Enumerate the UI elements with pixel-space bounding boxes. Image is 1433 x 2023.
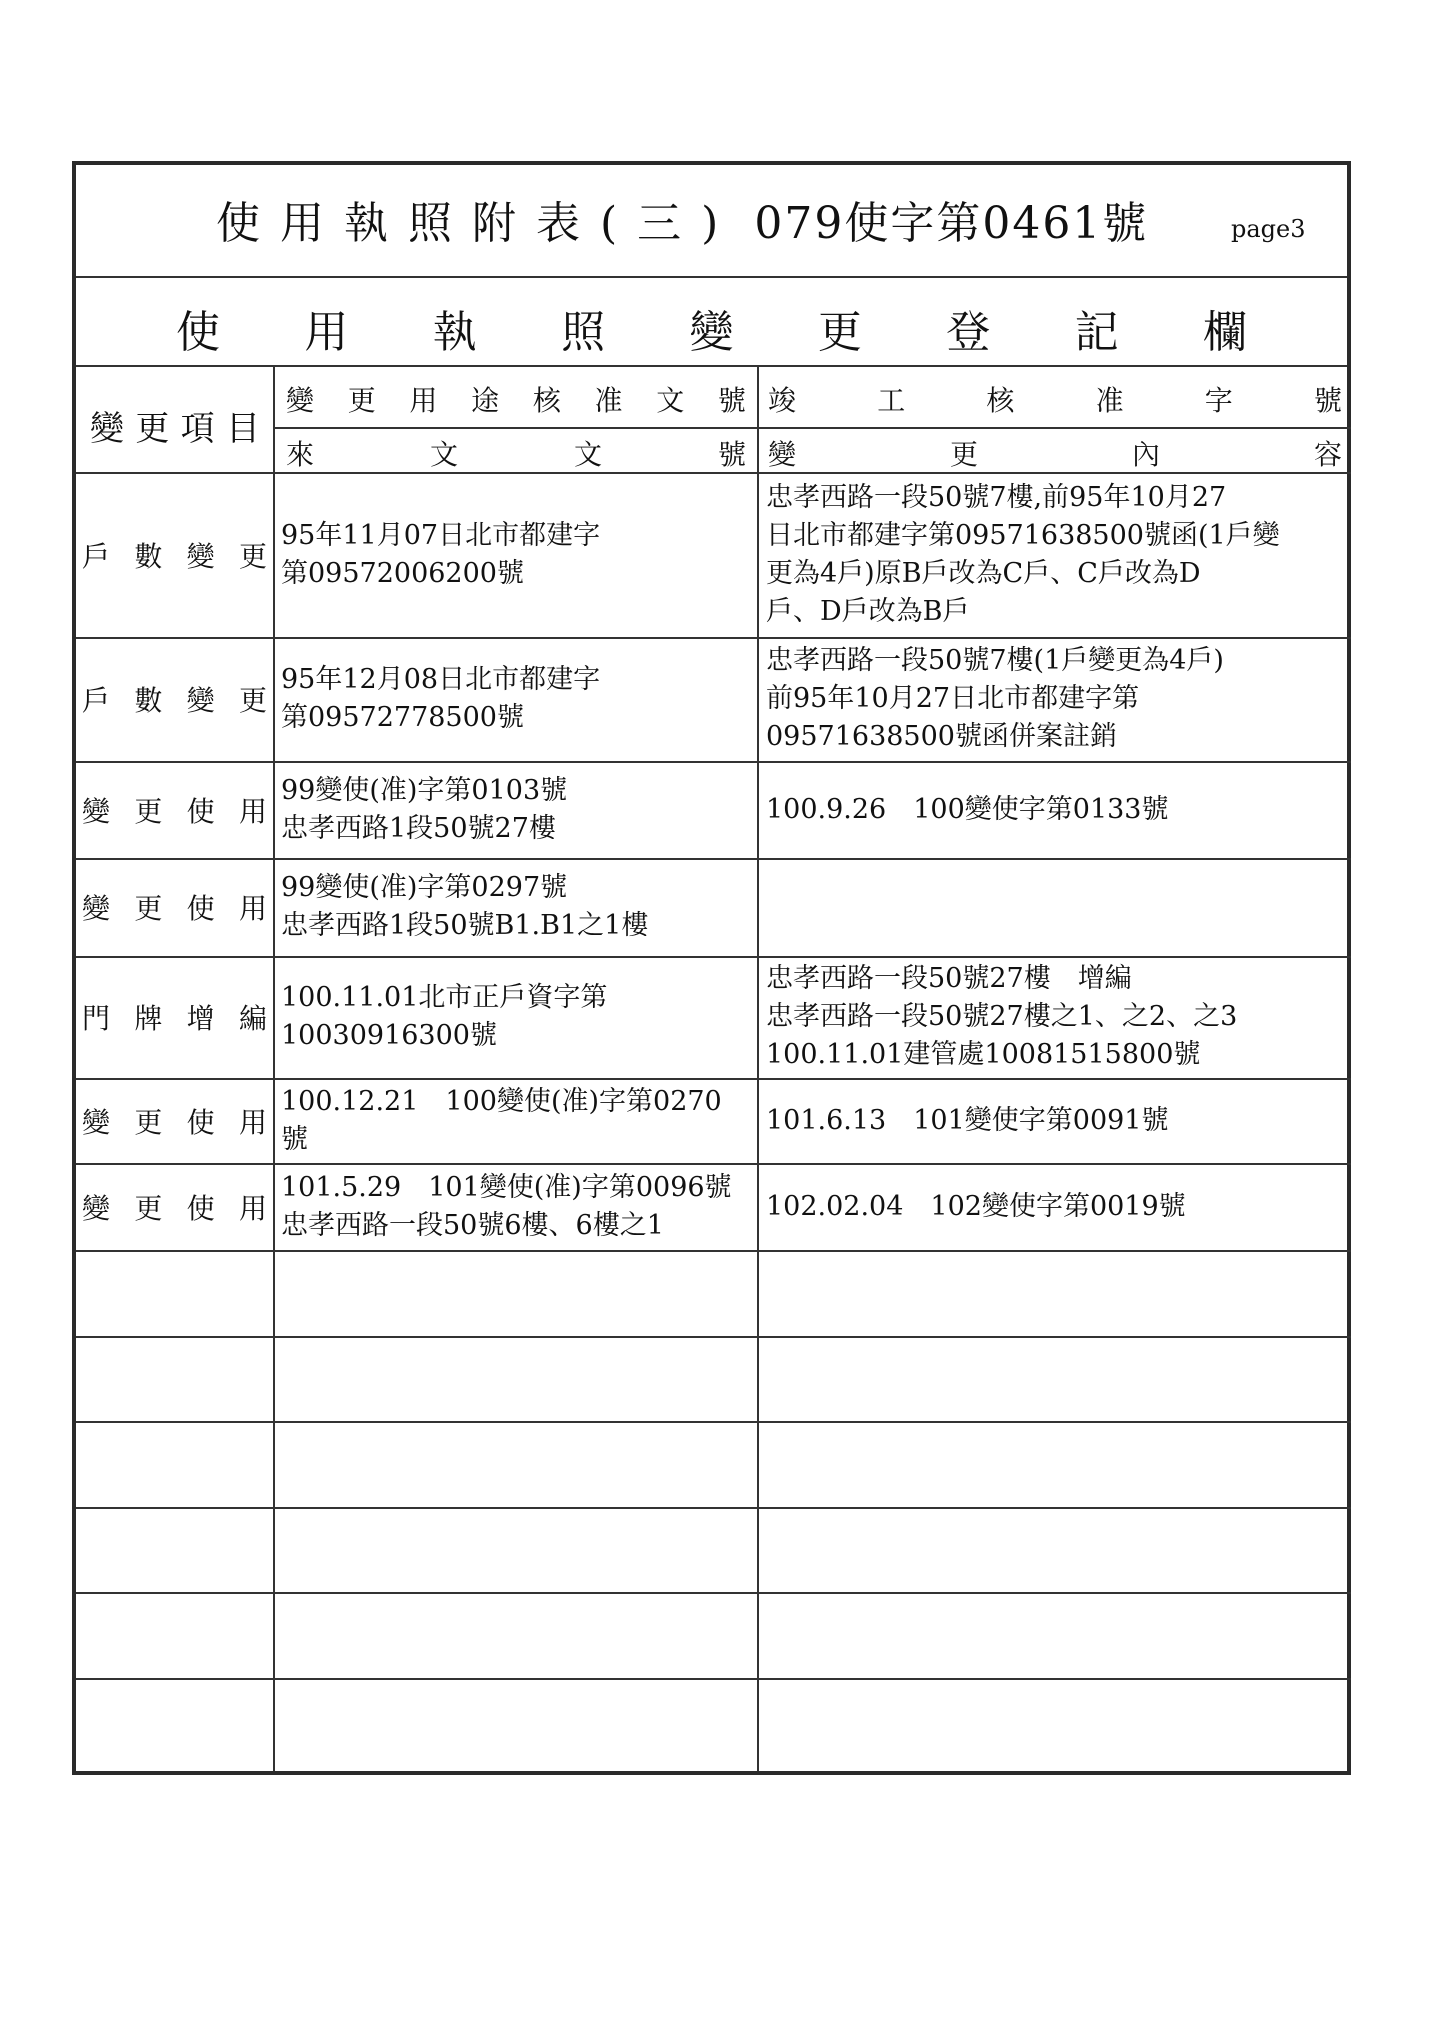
header-incoming-doc <box>286 433 746 473</box>
row-divider <box>76 858 1351 860</box>
change-item: 戶 數 變 更 <box>82 684 267 717</box>
change-content: 忠孝西路一段50號7樓(1戶變更為4戶) 前95年10月27日北市都建字第 09571638500號函併案註銷 <box>766 645 1224 752</box>
row-divider <box>76 1163 1351 1165</box>
change-item: 戶 數 變 更 <box>82 539 267 573</box>
change-content: 101.6.13 101變使字第0091號 <box>766 1104 1169 1136</box>
license-number: 079使字第0461號 <box>754 198 1149 249</box>
subtitle-row <box>76 278 1347 367</box>
spread-text: 竣 工 核 准 字 號 <box>768 384 1342 417</box>
change-content: 102.02.04 102變使字第0019號 <box>766 1190 1186 1222</box>
row-divider <box>76 1078 1351 1080</box>
change-content: 100.9.26 100變使字第0133號 <box>766 793 1169 825</box>
section-title <box>176 296 1247 360</box>
blank-row-divider <box>76 1678 1351 1680</box>
header-completion-no <box>768 379 1342 419</box>
approval-document: 99變使(准)字第0297號 忠孝西路1段50號B1.B1之1樓 <box>281 872 649 941</box>
change-content: 忠孝西路一段50號27樓 增編 忠孝西路一段50號27樓之1、之2、之3 100.11.01建管處10081515800號 <box>766 963 1238 1070</box>
approval-document: 95年12月08日北市都建字 第09572778500號 <box>281 664 601 733</box>
change-item: 變 更 使 用 <box>82 1191 267 1225</box>
row-divider <box>76 637 1351 639</box>
form-title <box>216 187 1148 251</box>
spread-text: 變 更 用 途 核 准 文 號 <box>286 384 746 417</box>
change-item: 變 更 使 用 <box>82 794 267 828</box>
license-change-form <box>72 161 1351 1775</box>
blank-row-divider <box>76 1592 1351 1594</box>
spread-text: 變 更 項 目 <box>90 409 260 449</box>
approval-document: 101.5.29 101變使(准)字第0096號 忠孝西路一段50號6樓、6樓之1 <box>281 1171 732 1241</box>
row-divider <box>76 1250 1351 1252</box>
spread-text: 變 更 內 容 <box>768 438 1342 471</box>
title-row <box>76 165 1347 278</box>
blank-row-divider <box>76 1507 1351 1509</box>
header-divider <box>273 427 1351 429</box>
approval-document: 100.11.01北市正戶資字第 10030916300號 <box>281 982 608 1051</box>
spread-text: 來 文 文 號 <box>286 438 746 471</box>
header-change-content <box>768 433 1342 473</box>
spread-text: 使 用 執 照 變 更 登 記 欄 <box>176 307 1247 358</box>
change-item: 變 更 使 用 <box>82 892 267 925</box>
page-number: page3 <box>1231 215 1306 243</box>
approval-document: 100.12.21 100變使(准)字第0270 號 <box>281 1085 722 1155</box>
change-item: 門 牌 增 編 <box>82 1002 267 1035</box>
row-divider <box>76 761 1351 763</box>
blank-row-divider <box>76 1421 1351 1423</box>
row-divider <box>76 956 1351 958</box>
change-content: 忠孝西路一段50號7樓,前95年10月27 日北市都建字第09571638500號函(1戶變 更為4戶)原B戶改為C戶、C戶改為D 戶、D戶改為B戶 <box>766 481 1280 627</box>
blank-row-divider <box>76 1336 1351 1338</box>
approval-document: 95年11月07日北市都建字 第09572006200號 <box>281 519 601 589</box>
change-item: 變 更 使 用 <box>82 1105 267 1139</box>
column-divider-1 <box>273 367 275 1771</box>
form-name: 使用執照附表(三) <box>216 198 739 249</box>
header-item <box>90 401 260 450</box>
column-divider-2 <box>757 367 759 1771</box>
approval-document: 99變使(准)字第0103號 忠孝西路1段50號27樓 <box>281 774 568 844</box>
header-approval-doc <box>286 379 746 419</box>
